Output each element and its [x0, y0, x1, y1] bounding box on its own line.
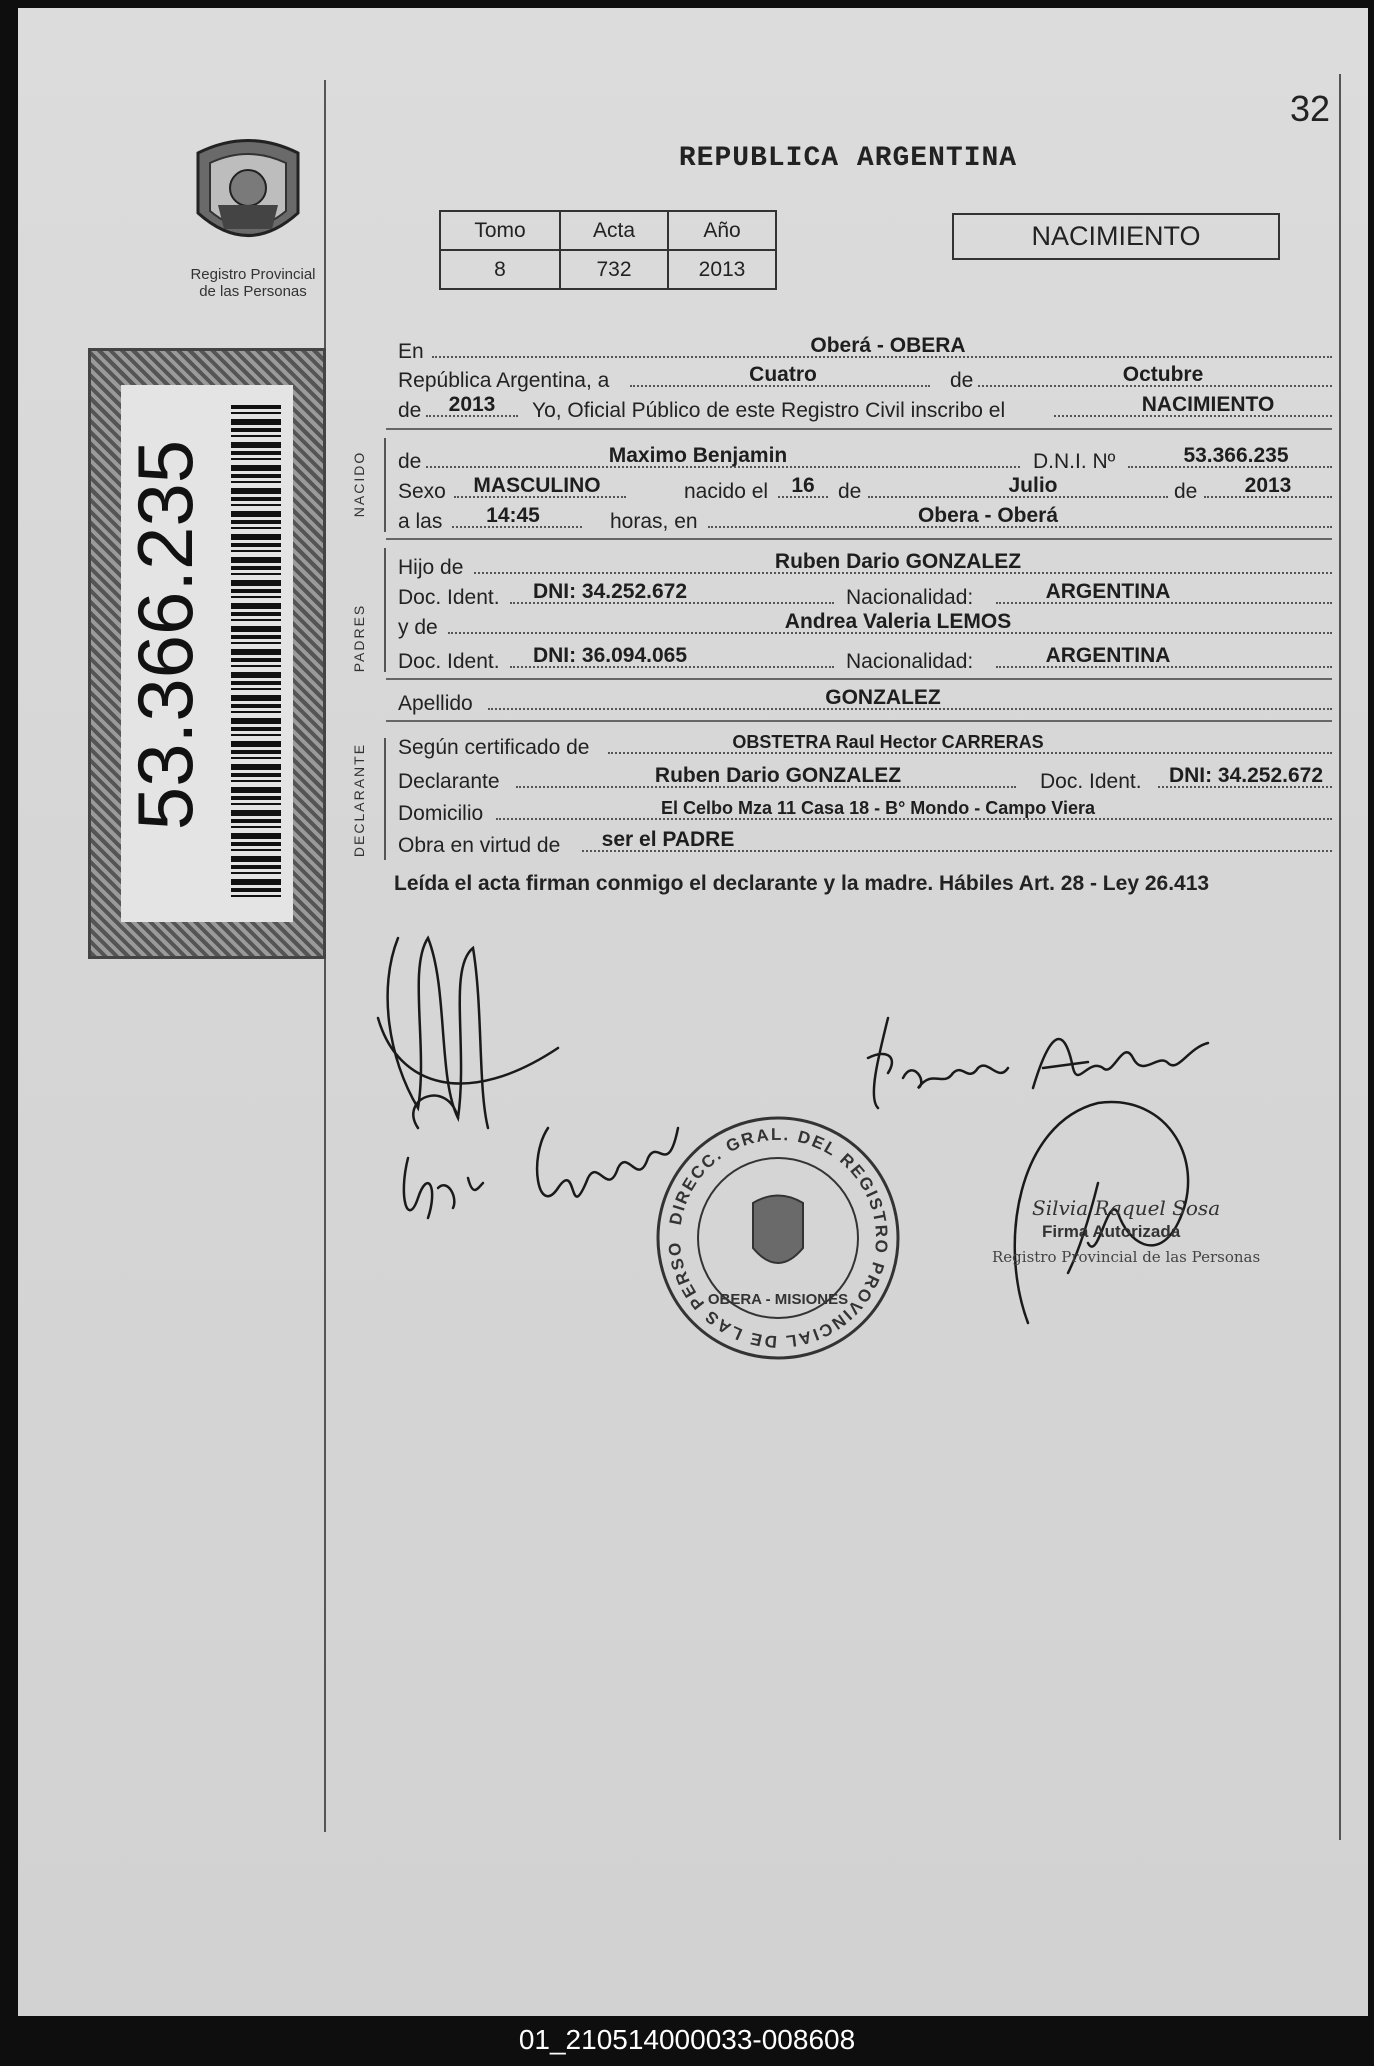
official-role: Firma Autorizada [1042, 1222, 1181, 1241]
section-padres: PADRES [351, 603, 367, 673]
declarant-doc-value: DNI: 34.252.672 [1168, 764, 1324, 787]
row-surname: Apellido GONZALEZ [398, 690, 1332, 718]
record-type-box: NACIMIENTO [952, 213, 1280, 260]
place-value: Oberá - OBERA [810, 334, 966, 357]
certificate-by-value: OBSTETRA Raul Hector CARRERAS [732, 732, 1044, 752]
page-number: 32 [1290, 88, 1331, 129]
birth-day-value: 16 [791, 474, 815, 497]
row-mother: y de Andrea Valeria LEMOS [398, 614, 1332, 642]
row-address: Domicilio El Celbo Mza 11 Casa 18 - B° Mondo - Campo Viera [398, 800, 1332, 828]
row-mother-doc: Doc. Ident. DNI: 36.094.065 Nacionalidad: ARGENTINA [398, 648, 1332, 676]
child-dni-value: 53.366.235 [1183, 444, 1289, 467]
child-name-value: Maximo Benjamin [608, 444, 788, 467]
stamp-ring-text: DIRECC. GRAL. DEL REGISTRO PROVINCIAL DE LAS PERSONAS [640, 1093, 892, 1352]
address-value: El Celbo Mza 11 Casa 18 - B° Mondo - Campo Viera [661, 798, 1095, 818]
row-child: de Maximo Benjamin D.N.I. Nº 53.366.235 [398, 448, 1332, 476]
row-father-doc: Doc. Ident. DNI: 34.252.672 Nacionalidad: ARGENTINA [398, 584, 1332, 612]
father-name-value: Ruben Dario GONZALEZ [774, 550, 1022, 573]
official-name: Silvia Raquel Sosa [1032, 1196, 1221, 1220]
birth-place-value: Obera - Oberá [917, 504, 1059, 527]
row-by-virtue: Obra en virtud de ser el PADRE [398, 832, 1332, 860]
birth-time-value: 14:45 [486, 504, 540, 527]
value-anio: 2013 [668, 250, 776, 289]
row-time: a las 14:45 horas, en Obera - Oberá [398, 508, 1332, 536]
father-signature [358, 928, 698, 1233]
document-title: REPUBLICA ARGENTINA [678, 143, 1018, 174]
row-certificate: Según certificado de OBSTETRA Raul Hector CARRERAS [398, 734, 1332, 762]
barcode-label-inner [121, 385, 293, 922]
registry-caption: Registro Provincial de las Personas [190, 266, 316, 300]
row-place: En Oberá - OBERA [398, 338, 1332, 366]
barcode-label [88, 348, 326, 959]
row-father: Hijo de Ruben Dario GONZALEZ [398, 554, 1332, 582]
value-tomo: 8 [440, 250, 560, 289]
mother-nationality-value: ARGENTINA [1045, 644, 1171, 667]
month-value: Octubre [1122, 363, 1204, 386]
label-number: 53.366.235 [121, 439, 209, 831]
value-acta: 732 [560, 250, 668, 289]
section-nacido: NACIDO [351, 450, 367, 518]
sex-value: MASCULINO [473, 474, 601, 497]
header-anio: Año [668, 211, 776, 250]
by-virtue-value: ser el PADRE [601, 828, 735, 851]
surname-value: GONZALEZ [825, 686, 941, 709]
closing-text: Leída el acta firman conmigo el declarante y la madre. Hábiles Art. 28 - Ley 26.413 [394, 872, 1210, 895]
father-nationality-value: ARGENTINA [1045, 580, 1171, 603]
row-declarant: Declarante Ruben Dario GONZALEZ Doc. Ident. DNI: 34.252.672 [398, 768, 1332, 796]
row-birth: Sexo MASCULINO nacido el 16 de Julio de 2013 [398, 478, 1332, 506]
right-margin-line [1339, 74, 1341, 1840]
record-table [439, 210, 777, 290]
official-stamp [640, 1093, 908, 1373]
father-doc-value: DNI: 34.252.672 [532, 580, 688, 603]
document-sheet [18, 8, 1368, 2016]
day-words-value: Cuatro [749, 363, 817, 386]
header-acta: Acta [560, 211, 668, 250]
birth-year-value: 2013 [1244, 474, 1292, 497]
scan-filename: 01_210514000033-008608 [518, 2024, 856, 2055]
section-declarante: DECLARANTE [351, 742, 367, 858]
mother-name-value: Andrea Valeria LEMOS [784, 610, 1012, 633]
header-tomo: Tomo [440, 211, 560, 250]
birth-month-value: Julio [1008, 474, 1058, 497]
registration-type-value: NACIMIENTO [1141, 393, 1275, 416]
row-year: de 2013 Yo, Oficial Público de este Registro Civil inscribo el NACIMIENTO [398, 397, 1332, 425]
mother-doc-value: DNI: 36.094.065 [532, 644, 688, 667]
year-value: 2013 [448, 393, 496, 416]
declarant-value: Ruben Dario GONZALEZ [654, 764, 902, 787]
row-date: República Argentina, a Cuatro de Octubre [398, 367, 1332, 395]
official-office: Registro Provincial de las Personas [992, 1248, 1261, 1266]
stamp-inner-text: OBERA - MISIONES [707, 1291, 849, 1308]
barcode [231, 405, 281, 902]
province-seal [188, 133, 308, 258]
